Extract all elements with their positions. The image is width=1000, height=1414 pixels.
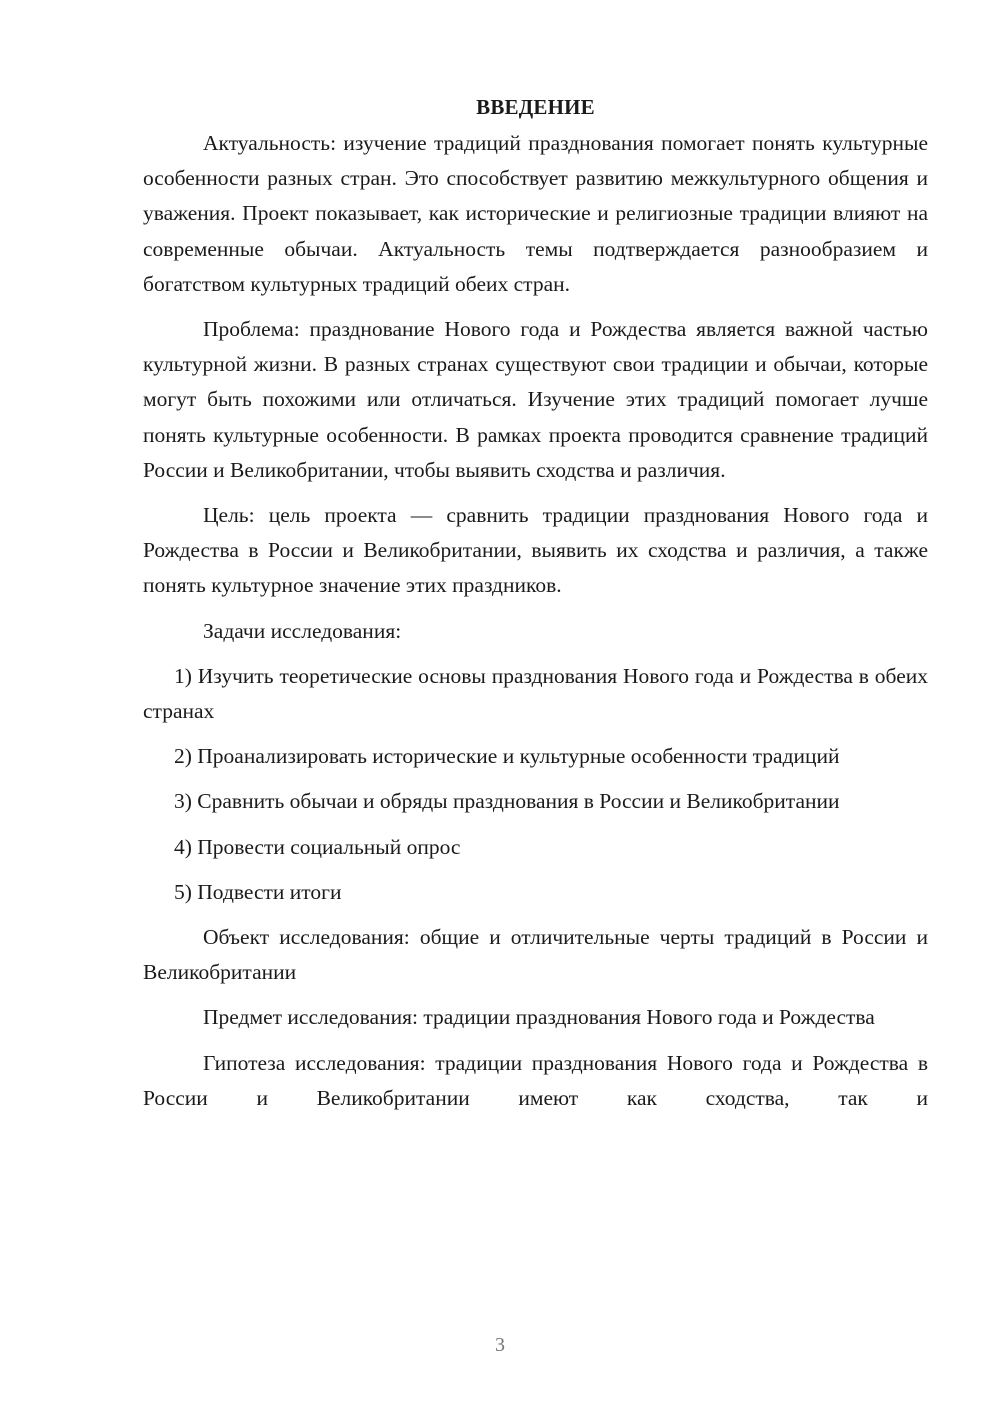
problem-paragraph: Проблема: празднование Нового года и Рождества является важной частью культурной жизни. В разных странах существуют свои традиции и обычаи, которые могут быть похожими или отличаться. Изучение этих традиций помогает лучше понять культурные особенности. В рамках проекта проводится сравнение традиций России и Великобритании, чтобы выявить сходства и различия. xyxy=(143,317,928,482)
tasks-heading: Задачи исследования: xyxy=(203,618,402,643)
object-paragraph: Объект исследования: общие и отличительные черты традиций в России и Великобритании xyxy=(143,925,928,985)
relevance-paragraph: Актуальность: изучение традиций празднования помогает понять культурные особенности разных стран. Это способствует развитию межкультурного общения и уважения. Проект показывает, как исторические и религиозные традиции влияют на современные обычаи. Актуальность темы подтверждается разнообразием и богатством культурных традиций обеих стран. xyxy=(143,131,928,296)
page-number: 3 xyxy=(495,1334,505,1356)
task-item-3: 3) Сравнить обычаи и обряды празднования в России и Великобритании xyxy=(174,789,840,814)
section-heading: ВВЕДЕНИЕ xyxy=(476,95,595,119)
hypothesis-paragraph: Гипотеза исследования: традиции празднования Нового года и Рождества в России и Великобритании имеют как сходства, так и xyxy=(143,1050,928,1110)
task-item-5: 5) Подвести итоги xyxy=(174,879,342,904)
task-item-4: 4) Провести социальный опрос xyxy=(174,834,461,859)
task-item-2: 2) Проанализировать исторические и культурные особенности традиций xyxy=(174,744,840,769)
document-page xyxy=(143,90,928,1116)
subject-paragraph: Предмет исследования: традиции празднования Нового года и Рождества xyxy=(203,1005,875,1030)
task-item-1: 1) Изучить теоретические основы празднования Нового года и Рождества в обеих странах xyxy=(143,663,928,724)
goal-paragraph: Цель: цель проекта — сравнить традиции празднования Нового года и Рождества в России и Великобритании, выявить их сходства и различия, а также понять культурное значение этих праздников. xyxy=(143,503,928,598)
